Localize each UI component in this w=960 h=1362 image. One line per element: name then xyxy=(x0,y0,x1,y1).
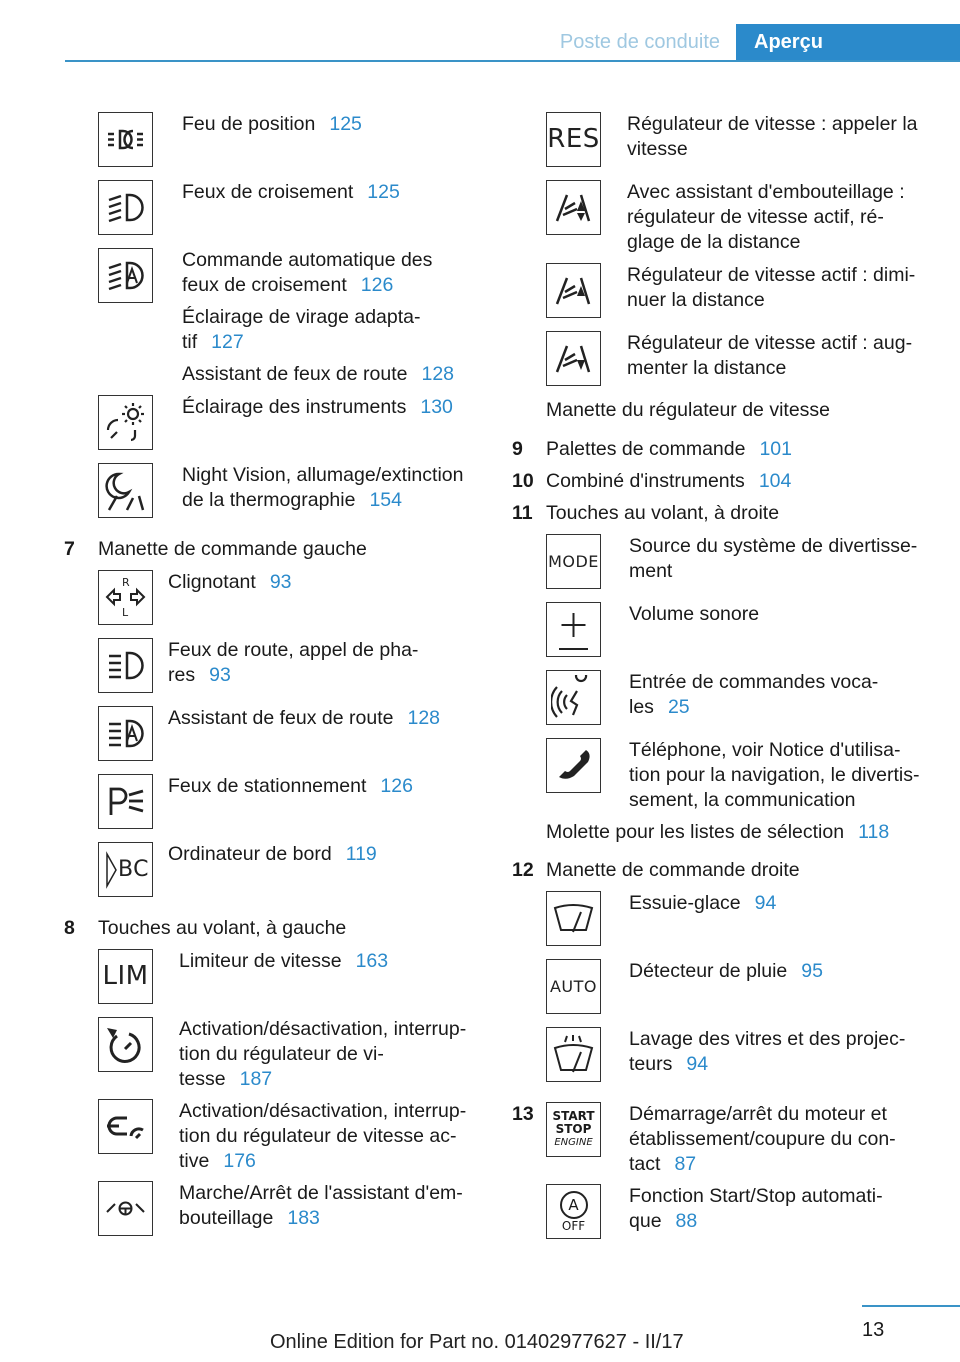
volume-icon xyxy=(546,602,601,657)
turn-signal-icon xyxy=(98,570,153,625)
section-number: 9 xyxy=(512,438,523,460)
page-ref-link[interactable]: 154 xyxy=(369,489,402,511)
page-ref-link[interactable]: 94 xyxy=(754,892,777,914)
section-number: 8 xyxy=(64,917,75,939)
adaptive-curve-light-label: Éclairage de virage adapta- tif 127 xyxy=(182,306,421,353)
traffic-jam-assistant-icon xyxy=(98,1181,153,1236)
page-ref-link[interactable]: 130 xyxy=(420,396,453,418)
page-ref-link[interactable]: 126 xyxy=(380,775,413,797)
high-beam-icon xyxy=(98,638,153,693)
distance-decrease-label: Régulateur de vitesse actif : dimi- nuer la distance xyxy=(627,264,916,311)
page-ref-link[interactable]: 163 xyxy=(355,950,389,972)
header-tab-apercu[interactable]: Aperçu xyxy=(736,24,960,60)
page-ref-link[interactable]: 127 xyxy=(211,331,244,353)
edition-footer: Online Edition for Part no. 01402977627 - II/17 xyxy=(270,1331,684,1353)
parking-light-label: Feux de stationnement 126 xyxy=(168,775,413,797)
distance-increase-label: Régulateur de vitesse actif : aug- menter la distance xyxy=(627,332,913,379)
page-ref-link[interactable]: 88 xyxy=(675,1210,698,1232)
low-beam-icon xyxy=(98,180,153,235)
washer-label: Lavage des vitres et des projec- teurs 94 xyxy=(629,1028,906,1075)
high-beam-assistant-icon xyxy=(98,706,153,761)
auto-start-stop-icon: A OFF xyxy=(546,1184,601,1239)
page-ref-link[interactable]: 125 xyxy=(329,113,362,135)
rain-sensor-label: Détecteur de pluie 95 xyxy=(629,960,823,982)
resume-speed-icon: RES xyxy=(546,112,601,167)
distance-adjust-label: Avec assistant d'embouteillage : régulateur de vitesse actif, ré- glage de la distance xyxy=(627,181,905,253)
distance-decrease-icon xyxy=(546,263,601,318)
page-ref-link[interactable]: 187 xyxy=(239,1068,273,1090)
start-stop-engine-label: Démarrage/arrêt du moteur et établissement/coupure du con- tact 87 xyxy=(629,1103,896,1175)
page-ref-link[interactable]: 94 xyxy=(686,1053,709,1075)
wiper-icon xyxy=(546,891,601,946)
page-ref-link[interactable]: 126 xyxy=(360,274,394,296)
page-ref-link[interactable]: 104 xyxy=(758,470,792,492)
night-vision-icon xyxy=(98,463,153,518)
header-section-title: Poste de conduite xyxy=(559,31,720,53)
speed-limiter-label: Limiteur de vitesse 163 xyxy=(179,950,389,972)
board-computer-label: Ordinateur de bord 119 xyxy=(168,843,377,865)
auto-low-beam-label: Commande automatique des feux de croisement 126 xyxy=(182,249,433,296)
page-ref-link[interactable]: 87 xyxy=(674,1153,697,1175)
high-beam-assistant-label-a: Assistant de feux de route 128 xyxy=(182,363,455,385)
page-ref-link[interactable]: 176 xyxy=(223,1150,256,1172)
voice-command-icon xyxy=(546,670,601,725)
section-number: 10 xyxy=(512,470,534,492)
header-divider xyxy=(65,60,960,62)
high-beam-label: Feux de route, appel de pha- res 93 xyxy=(168,639,419,686)
volume-label: Volume sonore xyxy=(629,603,760,625)
page-ref-link[interactable]: 25 xyxy=(667,696,690,718)
section-number: 12 xyxy=(512,859,534,881)
page-ref-link[interactable]: 128 xyxy=(421,363,455,385)
parking-light-icon xyxy=(98,774,153,829)
page-ref-link[interactable]: 95 xyxy=(801,960,823,982)
position-light-icon xyxy=(98,112,153,167)
mode-icon: MODE xyxy=(546,534,601,589)
section-number: 13 xyxy=(512,1103,534,1125)
section-title: Touches au volant, à gauche xyxy=(98,917,347,939)
svg-text:L: L xyxy=(122,606,129,619)
page-ref-link[interactable]: 183 xyxy=(287,1207,320,1229)
phone-label: Téléphone, voir Notice d'utilisa- tion pour la navigation, le divertis- sement, la communication xyxy=(629,739,920,811)
section-title: Manette de commande gauche xyxy=(98,538,367,560)
section-title: Manette de commande droite xyxy=(546,859,800,881)
resume-speed-label: Régulateur de vitesse : appeler la vitesse xyxy=(627,113,918,160)
distance-adjust-icon xyxy=(546,180,601,235)
instrument-cluster-label: Combiné d'instruments 104 xyxy=(546,470,792,492)
rain-sensor-icon: AUTO xyxy=(546,959,601,1014)
page-ref-link[interactable]: 118 xyxy=(858,821,890,843)
instrument-lighting-icon xyxy=(98,395,153,450)
selection-wheel-label: Molette pour les listes de sélection 118 xyxy=(546,821,890,843)
auto-start-stop-label: Fonction Start/Stop automati- que 88 xyxy=(629,1185,883,1232)
section-number: 7 xyxy=(64,538,75,560)
cruise-lever-label: Manette du régulateur de vitesse xyxy=(546,399,831,421)
speed-limiter-icon: LIM xyxy=(98,949,153,1004)
section-number: 11 xyxy=(512,502,533,524)
paddles-label: Palettes de commande 101 xyxy=(546,438,792,460)
page-ref-link[interactable]: 101 xyxy=(759,438,792,460)
turn-signal-label: Clignotant 93 xyxy=(168,571,292,593)
phone-icon xyxy=(546,738,601,793)
footer-divider xyxy=(862,1305,960,1307)
distance-increase-icon xyxy=(546,331,601,386)
section-title: Touches au volant, à droite xyxy=(546,502,780,524)
voice-command-label: Entrée de commandes voca- les 25 xyxy=(629,671,879,718)
auto-low-beam-icon xyxy=(98,248,153,303)
start-stop-engine-icon: START STOP ENGINE xyxy=(546,1102,601,1157)
position-light-label: Feu de position 125 xyxy=(182,113,362,135)
board-computer-icon: BC xyxy=(98,842,153,897)
traffic-jam-assistant-label: Marche/Arrêt de l'assistant d'em- bouteillage 183 xyxy=(179,1182,463,1229)
page-ref-link[interactable]: 93 xyxy=(209,664,231,686)
active-cruise-control-label: Activation/désactivation, interrup- tion du régulateur de vitesse ac- tive 176 xyxy=(179,1100,467,1172)
page-ref-link[interactable]: 128 xyxy=(407,707,441,729)
active-cruise-control-icon xyxy=(98,1099,153,1154)
night-vision-label: Night Vision, allumage/extinction de la thermographie 154 xyxy=(182,464,464,511)
page-number: 13 xyxy=(862,1319,885,1341)
high-beam-assistant-label: Assistant de feux de route 128 xyxy=(168,707,441,729)
svg-text:R: R xyxy=(122,576,130,589)
page-ref-link[interactable]: 93 xyxy=(269,571,292,593)
wiper-label: Essuie-glace 94 xyxy=(629,892,777,914)
cruise-control-label: Activation/désactivation, interrup- tion du régulateur de vi- tesse 187 xyxy=(179,1018,467,1090)
instrument-lighting-label: Éclairage des instruments 130 xyxy=(182,396,453,418)
page-ref-link[interactable]: 125 xyxy=(367,181,400,203)
page-ref-link[interactable]: 119 xyxy=(345,843,377,865)
low-beam-label: Feux de croisement 125 xyxy=(182,181,400,203)
cruise-control-icon xyxy=(98,1017,153,1072)
mode-label: Source du système de divertisse- ment xyxy=(629,535,918,582)
washer-icon xyxy=(546,1027,601,1082)
